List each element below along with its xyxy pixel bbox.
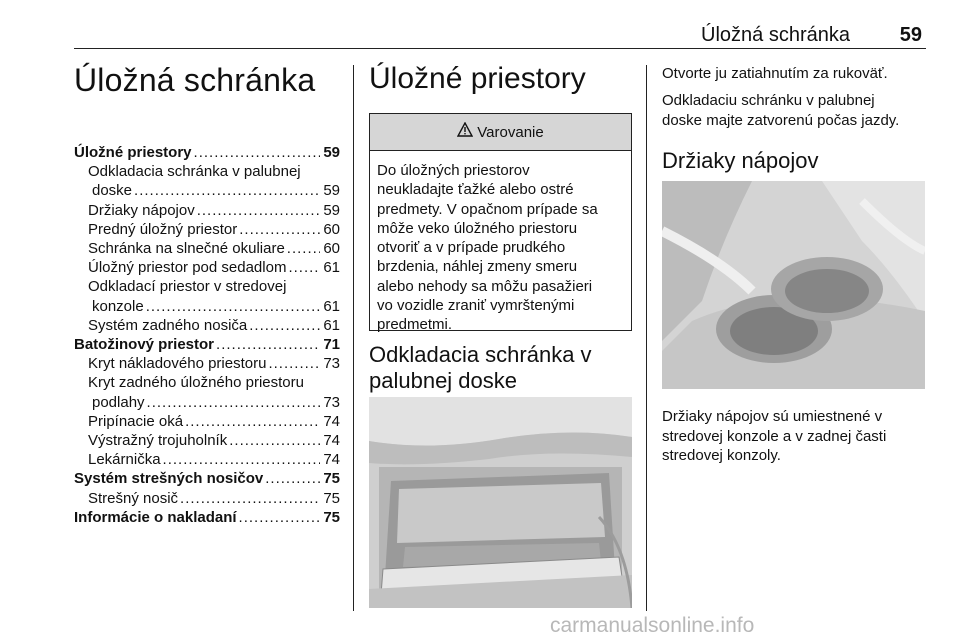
toc-entry-label: Kryt nákladového priestoru bbox=[88, 355, 267, 373]
toc-leader-dots bbox=[197, 201, 321, 220]
glovebox-photo bbox=[369, 397, 632, 608]
toc-leader-dots bbox=[216, 335, 320, 354]
toc-entry[interactable] bbox=[74, 143, 340, 162]
toc-entry[interactable] bbox=[74, 335, 340, 354]
toc-entry-label: konzole bbox=[92, 297, 144, 315]
heading-line: Odkladacia schránka v bbox=[369, 342, 592, 367]
chapter-title: Úložná schránka bbox=[74, 62, 316, 98]
toc-entry[interactable] bbox=[74, 239, 340, 258]
warning-line: predmetmi. bbox=[377, 316, 453, 334]
warning-triangle-icon bbox=[457, 122, 473, 142]
toc-entry-label: Kryt zadného úložného priestoru bbox=[88, 374, 304, 392]
toc-entry-label: doske bbox=[92, 182, 133, 200]
toc-entry-label: Strešný nosič bbox=[88, 489, 179, 507]
toc-leader-dots bbox=[239, 508, 321, 527]
toc-entry-label: Výstražný trojuholník bbox=[88, 432, 228, 450]
toc-entry-label: Predný úložný priestor bbox=[88, 220, 238, 238]
toc-entry-page: 75 bbox=[323, 508, 340, 526]
text-line: Odkladaciu schránku v palubnej bbox=[662, 92, 875, 109]
toc-entry-page: 59 bbox=[323, 201, 340, 219]
column-divider bbox=[353, 65, 354, 611]
toc-leader-dots bbox=[185, 412, 320, 431]
warning-line: Do úložných priestorov bbox=[377, 162, 530, 179]
toc-entry[interactable] bbox=[74, 316, 340, 335]
toc-entry[interactable] bbox=[74, 354, 340, 373]
page-header bbox=[74, 0, 926, 49]
cupholders-photo bbox=[662, 181, 925, 389]
warning-line: otvoriť a v prípade prudkého bbox=[377, 239, 566, 257]
toc-entry[interactable] bbox=[74, 220, 340, 239]
cupholders-text bbox=[662, 407, 886, 466]
toc-entry[interactable] bbox=[74, 412, 340, 431]
toc-leader-dots bbox=[239, 220, 320, 239]
toc-entry-label: Odkladací priestor v stredovej bbox=[88, 278, 287, 296]
toc-leader-dots bbox=[229, 431, 320, 450]
text-line: doske majte zatvorenú počas jazdy. bbox=[662, 111, 900, 129]
page-number: 59 bbox=[899, 24, 922, 46]
toc-entry-page: 61 bbox=[323, 259, 340, 277]
toc-entry-page: 71 bbox=[323, 336, 340, 354]
toc-entry-label: Systém zadného nosiča bbox=[88, 316, 248, 334]
toc-leader-dots bbox=[268, 354, 320, 373]
toc-entry[interactable] bbox=[74, 469, 340, 488]
warning-line: neukladajte ťažké alebo ostré bbox=[377, 181, 574, 199]
toc-entry-label: Úložné priestory bbox=[74, 144, 192, 161]
toc-entry[interactable] bbox=[74, 277, 340, 296]
toc-leader-dots bbox=[194, 143, 321, 162]
toc-entry[interactable] bbox=[74, 162, 340, 181]
section-title: Úložné priestory bbox=[369, 62, 586, 95]
toc-entry[interactable] bbox=[74, 489, 340, 508]
toc-leader-dots bbox=[287, 239, 321, 258]
toc-entry[interactable] bbox=[74, 508, 340, 527]
toc-entry-page: 59 bbox=[323, 182, 340, 200]
toc-entry[interactable] bbox=[74, 201, 340, 220]
toc-leader-dots bbox=[134, 181, 320, 200]
glovebox-text-1: Otvorte ju zatiahnutím za rukoväť. bbox=[662, 65, 888, 82]
toc-entry-label: Odkladacia schránka v palubnej bbox=[88, 163, 301, 181]
toc-entry-page: 60 bbox=[323, 240, 340, 258]
toc-leader-dots bbox=[249, 316, 320, 335]
warning-title: Varovanie bbox=[477, 123, 544, 141]
warning-line: predmety. V opačnom prípade sa bbox=[377, 200, 598, 218]
toc-entry-label: Lekárnička bbox=[88, 451, 161, 469]
watermark: carmanualsonline.info bbox=[550, 614, 755, 637]
toc-entry-page: 74 bbox=[323, 432, 340, 450]
toc-entry-page: 74 bbox=[323, 451, 340, 469]
toc-entry-page: 75 bbox=[323, 470, 340, 488]
warning-line: môže veko úložného priestoru bbox=[377, 219, 578, 237]
column-divider bbox=[646, 65, 647, 611]
glovebox-heading bbox=[369, 342, 592, 394]
warning-line: vo vozidle zraniť vymrštenými bbox=[377, 297, 575, 315]
toc-entry[interactable] bbox=[74, 373, 340, 392]
warning-text bbox=[370, 151, 631, 345]
toc-entry[interactable] bbox=[74, 181, 340, 200]
toc-entry-label: Systém strešných nosičov bbox=[74, 470, 264, 488]
toc-leader-dots bbox=[180, 489, 320, 508]
warning-header bbox=[370, 114, 631, 151]
toc-leader-dots bbox=[147, 393, 321, 412]
toc-entry-label: Držiaky nápojov bbox=[88, 201, 195, 219]
toc-entry-page: 60 bbox=[323, 220, 340, 238]
toc-entry-label: podlahy bbox=[92, 393, 145, 411]
toc-leader-dots bbox=[163, 450, 321, 469]
toc-entry-page: 61 bbox=[323, 316, 340, 334]
toc-entry-page: 75 bbox=[323, 489, 340, 507]
text-line: Držiaky nápojov sú umiestnené v bbox=[662, 408, 883, 425]
toc-entry[interactable] bbox=[74, 297, 340, 316]
toc-entry-page: 73 bbox=[323, 355, 340, 373]
toc-leader-dots bbox=[146, 297, 321, 316]
toc-entry-label: Batožinový priestor bbox=[74, 336, 215, 354]
toc-entry-page: 73 bbox=[323, 393, 340, 411]
toc-entry-label: Úložný priestor pod sedadlom bbox=[88, 259, 287, 277]
running-title: Úložná schránka bbox=[701, 24, 850, 46]
glovebox-text-2 bbox=[662, 91, 899, 130]
toc-leader-dots bbox=[288, 258, 320, 277]
heading-line: palubnej doske bbox=[369, 368, 518, 393]
warning-box bbox=[369, 113, 632, 334]
text-line: stredovej konzoly. bbox=[662, 447, 781, 464]
toc-entry-page: 74 bbox=[323, 412, 340, 430]
table-of-contents bbox=[74, 143, 340, 527]
toc-leader-dots bbox=[265, 469, 320, 488]
toc-entry[interactable] bbox=[74, 258, 340, 277]
toc-entry-page: 61 bbox=[323, 297, 340, 315]
warning-line: brzdenia, náhlej zmeny smeru bbox=[377, 258, 578, 276]
toc-entry-label: Pripínacie oká bbox=[88, 412, 184, 430]
toc-entry[interactable] bbox=[74, 393, 340, 412]
toc-entry-page: 59 bbox=[323, 144, 340, 161]
toc-entry-label: Schránka na slnečné okuliare bbox=[88, 240, 285, 258]
toc-entry[interactable] bbox=[74, 431, 340, 450]
cupholders-heading: Držiaky nápojov bbox=[662, 148, 819, 173]
warning-line: alebo nehody sa môžu pasažieri bbox=[377, 277, 593, 295]
text-line: stredovej konzole a v zadnej časti bbox=[662, 427, 887, 445]
toc-entry[interactable] bbox=[74, 450, 340, 469]
toc-entry-label: Informácie o nakladaní bbox=[74, 508, 237, 526]
